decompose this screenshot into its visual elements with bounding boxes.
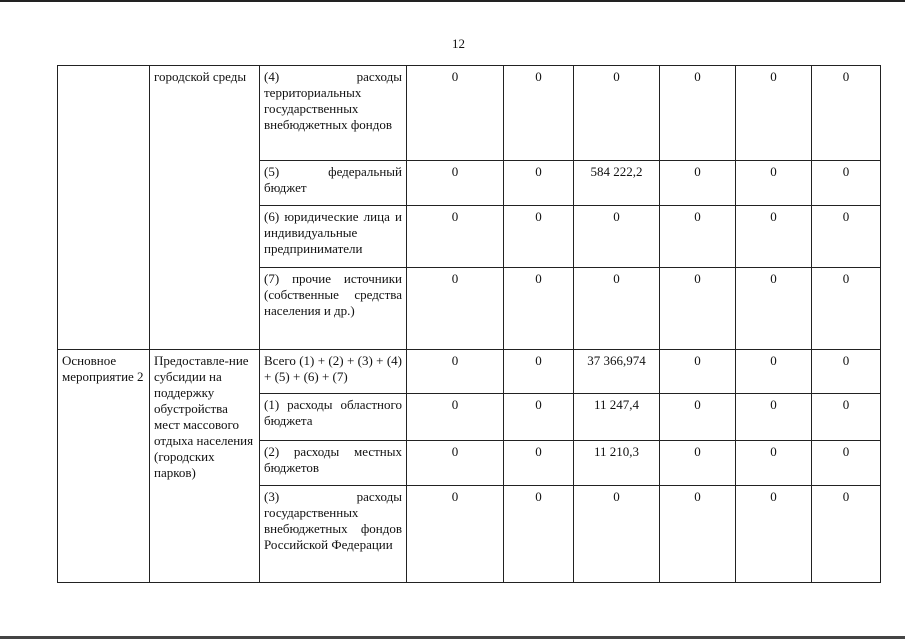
- value-cell: 0: [504, 161, 574, 206]
- value-cell: 0: [407, 66, 504, 161]
- value-cell: 0: [574, 268, 660, 350]
- value-cell: 0: [660, 394, 736, 441]
- value-cell: 0: [660, 161, 736, 206]
- value-cell: 0: [407, 394, 504, 441]
- value-cell: 0: [407, 486, 504, 583]
- value-cell: 0: [812, 66, 881, 161]
- value-cell: 0: [736, 486, 812, 583]
- table-row: [58, 66, 881, 161]
- value-cell: 37 366,974: [574, 350, 660, 394]
- scan-edge-bottom: [0, 636, 905, 639]
- source-cell: (5) федеральный бюджет: [260, 161, 407, 206]
- value-cell: 0: [736, 268, 812, 350]
- value-cell: 0: [407, 268, 504, 350]
- source-cell: Всего (1) + (2) + (3) + (4) + (5) + (6) + (7): [260, 350, 407, 394]
- value-cell: 0: [407, 441, 504, 486]
- table-row: [58, 350, 881, 394]
- value-cell: 0: [736, 350, 812, 394]
- value-cell: 0: [504, 486, 574, 583]
- value-cell: 0: [660, 268, 736, 350]
- value-cell: 0: [574, 66, 660, 161]
- source-cell: (4) расходы территориальных государственных внебюджетных фондов: [260, 66, 407, 161]
- value-cell: 0: [812, 161, 881, 206]
- value-cell: 0: [812, 268, 881, 350]
- value-cell: 0: [504, 394, 574, 441]
- value-cell: 0: [736, 206, 812, 268]
- value-cell: 0: [407, 350, 504, 394]
- value-cell: 0: [407, 161, 504, 206]
- value-cell: 0: [504, 206, 574, 268]
- value-cell: 11 210,3: [574, 441, 660, 486]
- value-cell: 0: [660, 350, 736, 394]
- event-name-cell: городской среды: [150, 66, 260, 350]
- value-cell: 0: [504, 350, 574, 394]
- event-cell: [58, 66, 150, 350]
- value-cell: 0: [812, 441, 881, 486]
- value-cell: 0: [660, 66, 736, 161]
- value-cell: 0: [504, 268, 574, 350]
- value-cell: 0: [504, 441, 574, 486]
- value-cell: 0: [660, 486, 736, 583]
- value-cell: 0: [660, 441, 736, 486]
- source-cell: (7) прочие источники (собственные средства населения и др.): [260, 268, 407, 350]
- value-cell: 0: [812, 394, 881, 441]
- scan-edge-top: [0, 0, 905, 2]
- value-cell: 0: [736, 394, 812, 441]
- value-cell: 0: [407, 206, 504, 268]
- value-cell: 584 222,2: [574, 161, 660, 206]
- page-number: 12: [452, 36, 465, 51]
- value-cell: 0: [660, 206, 736, 268]
- event-name-cell: Предоставле-ние субсидии на поддержку обустройства мест массового отдыха населения (городских парков): [150, 350, 260, 583]
- value-cell: 0: [736, 161, 812, 206]
- source-cell: (1) расходы областного бюджета: [260, 394, 407, 441]
- value-cell: 11 247,4: [574, 394, 660, 441]
- value-cell: 0: [812, 350, 881, 394]
- value-cell: 0: [574, 206, 660, 268]
- source-cell: (2) расходы местных бюджетов: [260, 441, 407, 486]
- value-cell: 0: [736, 441, 812, 486]
- value-cell: 0: [504, 66, 574, 161]
- value-cell: 0: [574, 486, 660, 583]
- value-cell: 0: [812, 486, 881, 583]
- source-cell: (3) расходы государственных внебюджетных фондов Российской Федерации: [260, 486, 407, 583]
- event-cell: Основное мероприятие 2: [58, 350, 150, 583]
- value-cell: 0: [736, 66, 812, 161]
- source-cell: (6) юридические лица и индивидуальные предприниматели: [260, 206, 407, 268]
- value-cell: 0: [812, 206, 881, 268]
- funding-table: [57, 65, 881, 583]
